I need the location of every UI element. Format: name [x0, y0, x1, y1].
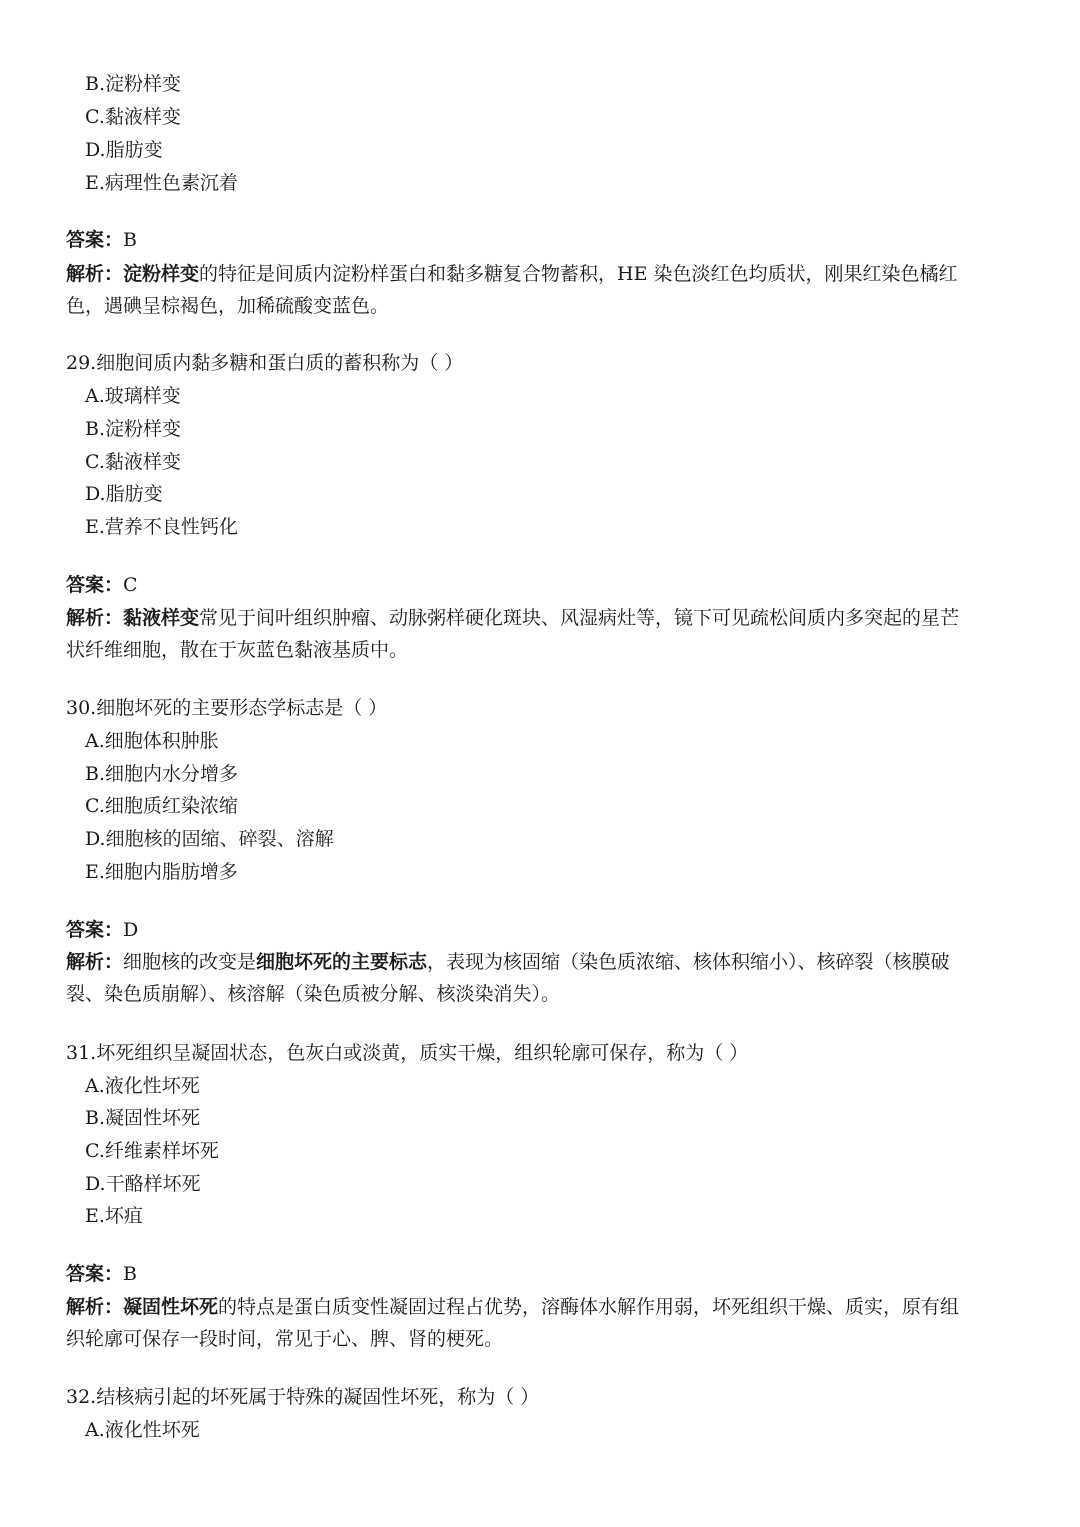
- answer-value: B: [123, 229, 137, 251]
- option-item: E.营养不良性钙化: [85, 516, 238, 538]
- explanation-label: 解析：: [66, 951, 124, 973]
- answer-value: C: [123, 574, 138, 596]
- explanation-line: [66, 606, 959, 630]
- explanation-label: 解析：: [66, 607, 124, 629]
- explanation-label: 解析：: [66, 263, 124, 285]
- explanation-line: [66, 950, 950, 974]
- answer-label: 答案：: [66, 1263, 124, 1285]
- explanation-keyword: 细胞坏死的主要标志: [256, 951, 428, 973]
- explanation-label: 解析：: [66, 1296, 124, 1318]
- explanation-text: ，表现为核固缩（染色质浓缩、核体积缩小）、核碎裂（核膜破: [427, 951, 950, 973]
- option-item: B.细胞内水分增多: [85, 763, 239, 785]
- option-item: C.黏液样变: [85, 451, 181, 473]
- explanation-text: 的特征是间质内淀粉样蛋白和黏多糖复合物蓄积，HE 染色淡红色均质状，刚果红染色橘红: [199, 263, 958, 285]
- explanation-text: 的特点是蛋白质变性凝固过程占优势，溶酶体水解作用弱，坏死组织干燥、质实，原有组: [218, 1296, 960, 1318]
- explanation-text: 常见于间叶组织肿瘤、动脉粥样硬化斑块、风湿病灶等，镜下可见疏松间质内多突起的星芒: [199, 607, 960, 629]
- option-item: A.细胞体积肿胀: [85, 730, 219, 752]
- question-stem: 30.细胞坏死的主要形态学标志是（ ）: [66, 697, 388, 719]
- option-item: B.凝固性坏死: [85, 1107, 201, 1129]
- option-item: E.细胞内脂肪增多: [85, 861, 238, 883]
- answer-line: [66, 228, 137, 252]
- question-stem: 29.细胞间质内黏多糖和蛋白质的蓄积称为（ ）: [66, 352, 464, 374]
- option-item: A.液化性坏死: [85, 1419, 200, 1441]
- option-item: D.脂肪变: [85, 483, 163, 505]
- option-item: E.病理性色素沉着: [85, 172, 238, 194]
- explanation-line: [66, 262, 958, 286]
- explanation-text: 细胞核的改变是: [123, 951, 257, 973]
- explanation-line-continued: 裂、染色质崩解）、核溶解（染色质被分解、核淡染消失）。: [66, 983, 561, 1005]
- answer-label: 答案：: [66, 919, 124, 941]
- option-item: E.坏疽: [85, 1205, 143, 1227]
- answer-line: [66, 1262, 137, 1286]
- explanation-line-continued: 状纤维细胞，散在于灰蓝色黏液基质中。: [66, 639, 409, 661]
- answer-value: D: [123, 919, 139, 941]
- option-item: D.干酪样坏死: [85, 1173, 201, 1195]
- explanation-keyword: 黏液样变: [123, 607, 200, 629]
- answer-line: [66, 918, 138, 942]
- answer-label: 答案：: [66, 229, 124, 251]
- option-item: D.脂肪变: [85, 139, 163, 161]
- option-item: A.液化性坏死: [85, 1075, 200, 1097]
- question-stem: 31.坏死组织呈凝固状态，色灰白或淡黄，质实干燥，组织轮廓可保存，称为（ ）: [66, 1042, 749, 1064]
- explanation-keyword: 淀粉样变: [123, 263, 200, 285]
- option-item: C.细胞质红染浓缩: [85, 795, 238, 817]
- option-item: B.淀粉样变: [85, 418, 182, 440]
- explanation-line-continued: 色，遇碘呈棕褐色，加稀硫酸变蓝色。: [66, 295, 390, 317]
- option-item: C.黏液样变: [85, 106, 181, 128]
- option-item: D.细胞核的固缩、碎裂、溶解: [85, 828, 334, 850]
- option-item: A.玻璃样变: [85, 385, 181, 407]
- answer-line: [66, 573, 138, 597]
- answer-label: 答案：: [66, 574, 124, 596]
- option-item: B.淀粉样变: [85, 73, 182, 95]
- explanation-line-continued: 织轮廓可保存一段时间，常见于心、脾、肾的梗死。: [66, 1328, 504, 1350]
- answer-value: B: [123, 1263, 137, 1285]
- option-item: C.纤维素样坏死: [85, 1140, 219, 1162]
- question-stem: 32.结核病引起的坏死属于特殊的凝固性坏死，称为（ ）: [66, 1386, 540, 1408]
- explanation-line: [66, 1295, 959, 1319]
- explanation-keyword: 凝固性坏死: [123, 1296, 219, 1318]
